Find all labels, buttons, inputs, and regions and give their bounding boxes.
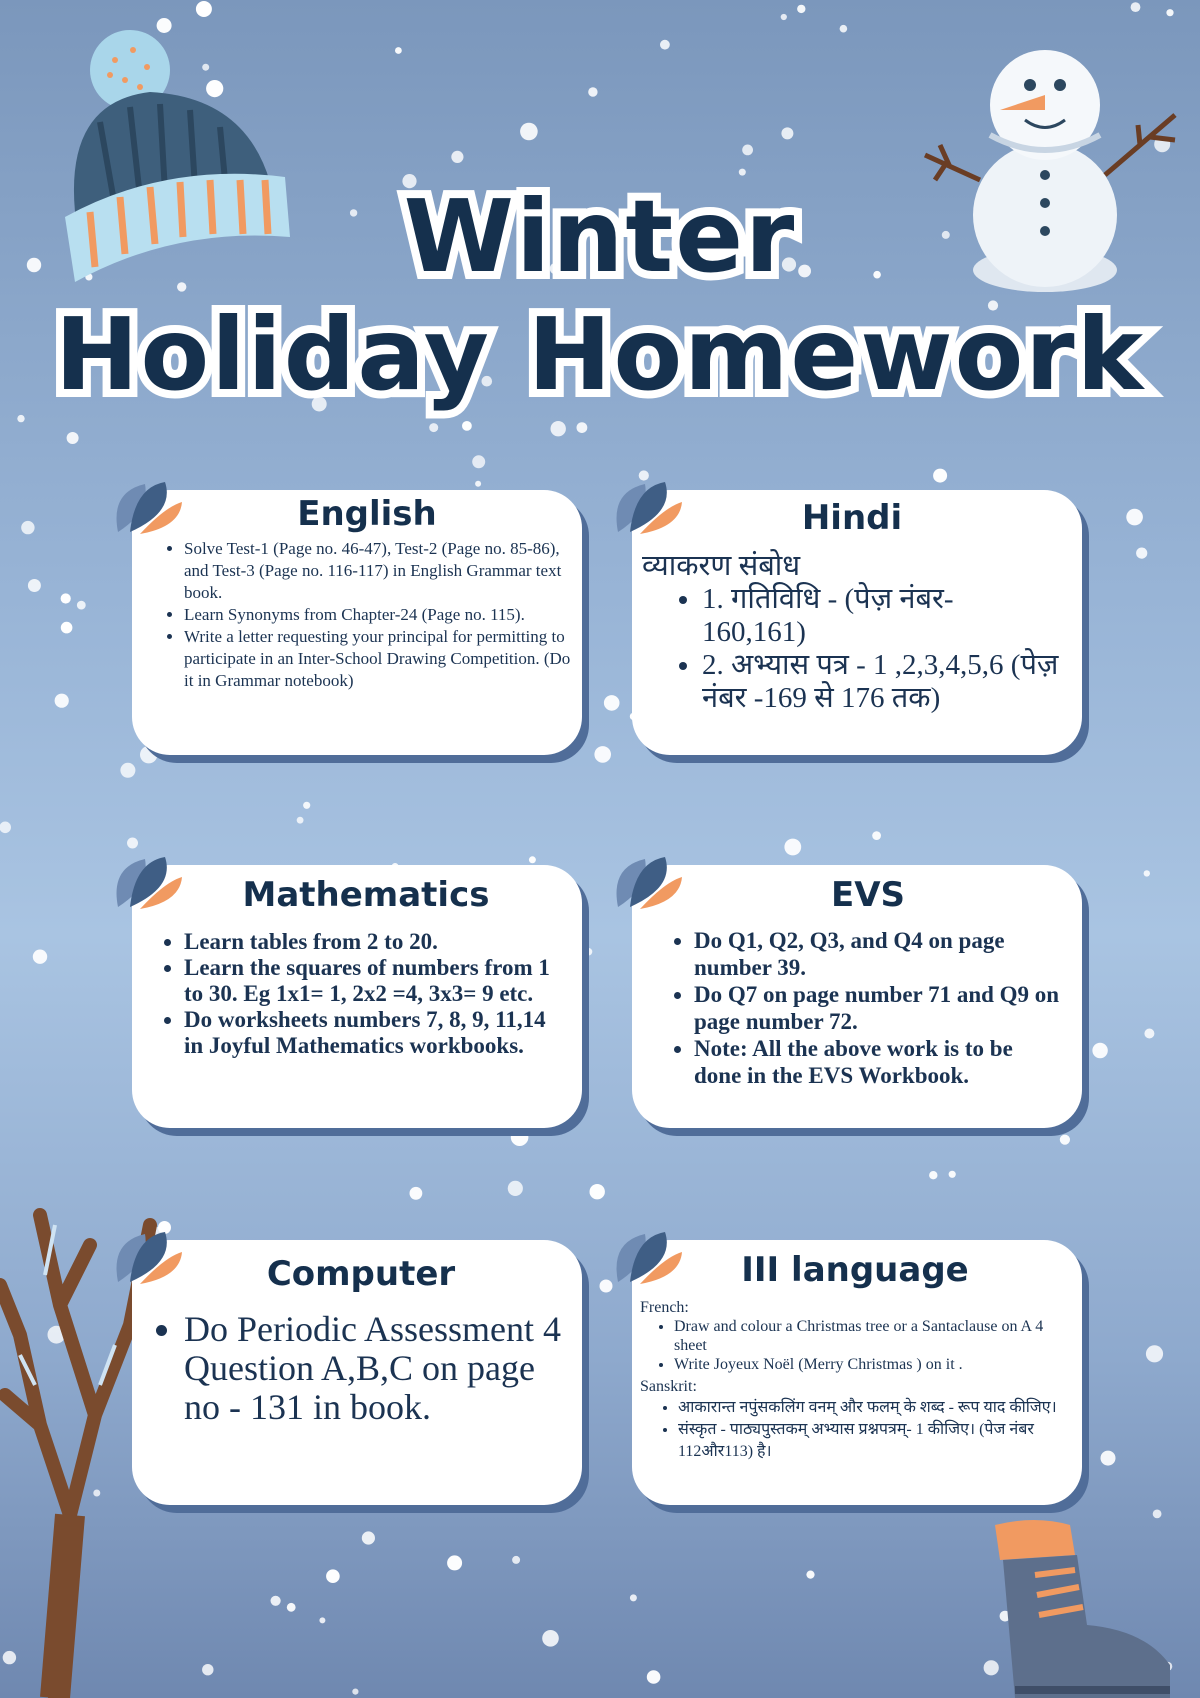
snowflake-dot [1131,2,1141,12]
snowflake-dot [1144,870,1150,876]
title-line-1: Winter [403,178,797,295]
english-item: • Write a letter requesting your principal for permitting to participate in an Inter-School Drawing Competition. (Do it in Grammar notebook) [184,626,572,692]
snowflake-dot [585,948,592,955]
snowflake-dot [604,695,620,711]
sanskrit-item: • आकारान्त नपुंसकलिंग वनम् और फलम् के शब्द - रूप याद कीजिए। [678,1397,1070,1419]
snowflake-dot [33,950,47,964]
snowflake-dot [929,1171,937,1179]
snowflake-dot [326,1569,340,1583]
snowflake-dot [362,1531,375,1544]
snowflake-dot [462,421,472,431]
snowflake-dot [511,1128,529,1146]
snowflake-dot [61,622,73,634]
evs-heading: EVS [830,875,906,915]
snowflake-dot [202,1664,213,1675]
winter-boot-icon [975,1515,1190,1698]
leaf-cluster-icon [610,847,685,917]
snowflake-dot [551,421,566,436]
leaf-cluster-icon [110,1222,185,1292]
snowflake-dot [529,856,536,863]
english-heading: English [297,494,437,534]
computer-card [132,1240,582,1505]
snowflake-dot [21,521,34,534]
snowflake-dot [840,25,848,33]
snowflake-dot [1144,1029,1154,1039]
snowflake-dot [1136,548,1147,559]
snowflake-dot [512,1556,520,1564]
snowflake-dot [660,40,670,50]
evs-item: • Do Q7 on page number 71 and Q9 on page number 72. [694,981,1064,1035]
snowflake-dot [1101,1451,1116,1466]
snowflake-dot [0,822,11,834]
snowflake-dot [806,1571,814,1579]
mathematics-item: • Learn tables from 2 to 20. [184,929,570,955]
snowflake-dot [77,601,86,610]
snowflake-dot [933,469,947,483]
third-language-card [632,1240,1082,1505]
snowflake-dot [120,763,135,778]
title-line-2: Holiday Homework [54,296,1146,413]
hindi-item: • 2. अभ्यास पत्र - 1 ,2,3,4,5,6 (पेज़ नंबर -169 से 176 तक) [702,649,1062,715]
sanskrit-label: Sanskrit: [640,1378,697,1395]
french-item: • Draw and colour a Christmas tree or a Santaclause on A 4 sheet [674,1317,1070,1355]
sanskrit-item: • संस्कृत - पाठ्यपुस्तकम् अभ्यास प्रश्नपत्रम्- 1 कीजिए। (पेज नंबर 112और113) है। [678,1419,1070,1463]
snowflake-dot [475,481,481,487]
hindi-item: • 1. गतिविधि - (पेज़ नंबर- 160,161) [702,583,1062,649]
snowflake-dot [447,1555,462,1570]
leaf-cluster-icon [110,472,185,542]
evs-item: • Note: All the above work is to be done in the EVS Workbook. [694,1035,1064,1089]
snowflake-dot [872,831,881,840]
snowflake-dot [742,145,753,156]
snowflake-dot [520,123,538,141]
snowflake-dot [67,432,79,444]
mathematics-card [132,865,582,1128]
mathematics-item: • Do worksheets numbers 7, 8, 9, 11,14 in Joyful Mathematics workbooks. [184,1007,570,1059]
snowflake-dot [297,817,304,824]
snowflake-dot [588,87,597,96]
leaf-cluster-icon [610,1222,685,1292]
snowflake-dot [472,455,485,468]
snowflake-dot [594,746,611,763]
mathematics-item: • Learn the squares of numbers from 1 to 30. Eg 1x1= 1, 2x2 =4, 3x3= 9 etc. [184,955,570,1007]
computer-item: • Do Periodic Assessment 4 Question A,B,C on page no - 131 in book. [184,1310,570,1427]
hindi-card [632,490,1082,755]
snowflake-dot [17,415,24,422]
hindi-subtitle: व्याकरण संबोध [642,550,801,582]
snowflake-dot [395,47,402,54]
snowflake-dot [303,802,310,809]
leaf-cluster-icon [610,472,685,542]
snowflake-dot [647,1670,661,1684]
snowflake-dot [781,14,787,20]
mathematics-heading: Mathematics [242,875,490,915]
snowflake-dot [542,1630,559,1647]
evs-card [632,865,1082,1128]
snowflake-dot [508,1181,523,1196]
third-language-heading: III language [741,1250,969,1290]
snowflake-dot [429,423,438,432]
snowflake-dot [630,1594,637,1601]
snowflake-dot [28,579,41,592]
english-card [132,490,582,755]
snowflake-dot [1146,1345,1163,1362]
computer-heading: Computer [266,1254,456,1294]
leaf-cluster-icon [110,847,185,917]
snowflake-dot [1126,509,1143,526]
snowflake-dot [1060,1135,1070,1145]
snowflake-dot [410,1187,423,1200]
snowflake-dot [784,839,801,856]
french-label: French: [640,1299,689,1316]
english-item: • Solve Test-1 (Page no. 46-47), Test-2 (Page no. 85-86), and Test-3 (Page no. 116-117) in English Grammar text book. [184,538,572,604]
snowflake-dot [949,1171,956,1178]
snowflake-dot [1166,9,1173,16]
snowflake-dot [352,1689,358,1695]
english-item: • Learn Synonyms from Chapter-24 (Page no. 115). [184,604,572,626]
snowflake-dot [797,5,805,13]
snowflake-dot [271,1596,281,1606]
snowflake-dot [287,1603,296,1612]
french-item: • Write Joyeux Noël (Merry Christmas ) on it . [674,1355,1070,1374]
evs-item: • Do Q1, Q2, Q3, and Q4 on page number 39. [694,927,1064,981]
snowflake-dot [61,593,71,603]
hindi-heading: Hindi [801,498,903,538]
snowflake-dot [781,127,793,139]
snowflake-dot [590,1184,605,1199]
snowflake-dot [577,422,588,433]
snowflake-dot [451,151,463,163]
snowflake-dot [1092,1043,1107,1058]
snowflake-dot [55,694,69,708]
snowflake-dot [319,1617,325,1623]
snowflake-dot [739,169,746,176]
